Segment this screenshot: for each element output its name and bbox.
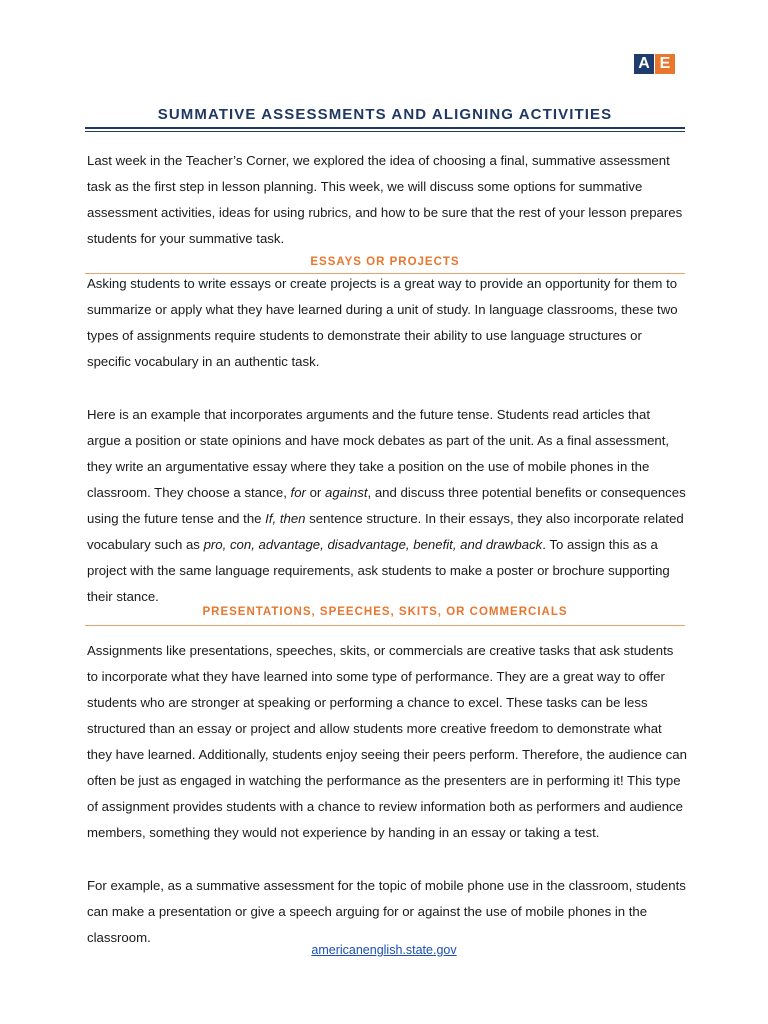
essays-p2-for: for bbox=[290, 485, 306, 500]
essays-p2-text-a: Here is an example that incorporates arguments and the future tense. Students read articles that argue a position or state opinions and have mock debates as part of the unit. As a final assessment, they write an argumentative essay where they take a position on the use of mobile phones in the classroom. They choose a stance, bbox=[87, 407, 670, 500]
intro-paragraph: Last week in the Teacher’s Corner, we explored the idea of choosing a final, summative assessment task as the first step in lesson planning. This week, we will discuss some options for summative assessment activities, ideas for using rubrics, and how to be sure that the rest of your lesson prepares students for your summative task. bbox=[87, 153, 683, 246]
essays-p2-vocab: pro, con, advantage, disadvantage, benefit, and drawback bbox=[203, 537, 543, 552]
essays-p2-against: against bbox=[324, 485, 368, 500]
presentations-paragraph-1: Assignments like presentations, speeches, skits, or commercials are creative tasks that ask students to incorporate what they have learned into some type of performance. They are a great way to offer students who are stronger at speaking or performing a chance to excel. These tasks can be less structured than an essay or project and allow students more creative freedom to demonstrate what they have learned. Additionally, students enjoy seeing their peers perform. Therefore, the audience can often be just as engaged in watching the performance as the presenters are in performing it! This type of assignment provides students with a chance to review information both as performers and audience members, something they would not experience by handing in an essay or taking a test. bbox=[87, 643, 687, 840]
essays-paragraph-1: Asking students to write essays or create projects is a great way to provide an opportunity for them to summarize or apply what they have learned during a unit of study. In language classrooms, these two types of assignments require students to demonstrate their ability to use language structures or specific vocabulary in an authentic task. bbox=[87, 276, 678, 369]
essays-p2-text-b: , and discuss three potential benefits or consequences using the future tense and the bbox=[87, 485, 686, 526]
logo-letter-e: E bbox=[655, 54, 675, 74]
footer-website-link[interactable]: americanenglish.state.gov bbox=[311, 943, 457, 957]
essays-p2-ifthen: If, then bbox=[265, 511, 306, 526]
essays-p2-text-c: sentence structure. In their essays, they also incorporate related vocabulary such as bbox=[87, 511, 684, 552]
essays-p2-text-d: . To assign this as a project with the same language requirements, ask students to make a poster or brochure supporting their stance. bbox=[87, 537, 670, 604]
presentations-paragraph-2: For example, as a summative assessment for the topic of mobile phone use in the classroom, students can make a presentation or give a speech arguing for or against the use of mobile phones in the classroom. bbox=[87, 878, 686, 945]
logo-letter-a: A bbox=[634, 54, 654, 74]
section-heading-essays: ESSAYS OR PROJECTS bbox=[310, 256, 460, 268]
essays-paragraph-2 bbox=[87, 402, 687, 610]
section-divider-presentations bbox=[85, 625, 685, 626]
title-divider bbox=[85, 127, 685, 132]
section-heading-presentations: PRESENTATIONS, SPEECHES, SKITS, OR COMMERCIALS bbox=[202, 606, 568, 618]
ae-logo bbox=[634, 54, 675, 74]
essays-p2-or: or bbox=[305, 485, 325, 500]
page-title: SUMMATIVE ASSESSMENTS AND ALIGNING ACTIVITIES bbox=[157, 106, 613, 123]
